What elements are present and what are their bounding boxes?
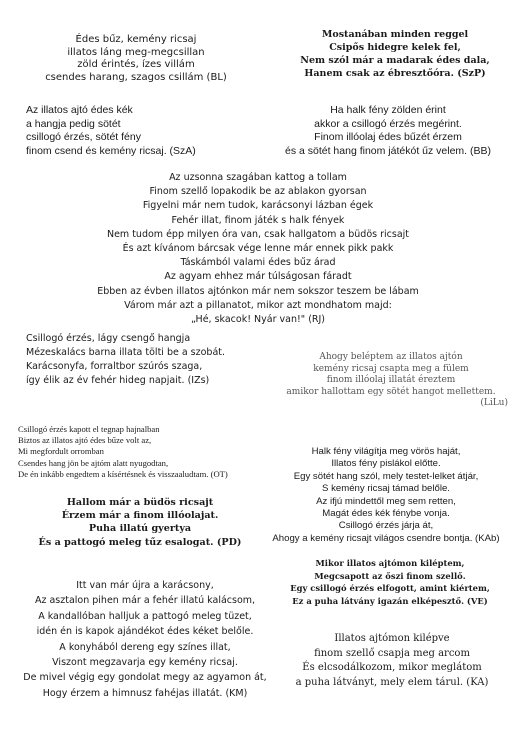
poem-kab [262, 446, 510, 545]
poem-line: csendes harang, szagos csillám (BL) [45, 71, 227, 83]
poem-line: Ebben az évben illatos ajtónkon már nem sokszor teszem be lábam [97, 285, 419, 297]
poem-line: Mikor illatos ajtómon kiléptem, [315, 558, 465, 568]
poem-line: idén én is kapok ajándékot édes kéket belőle. [36, 626, 254, 638]
poem-line: De én inkább engedtem a kísértésnek és visszaaludtam. (OT) [18, 468, 228, 479]
poem-line: „Hé, skacok! Nyár van!" (RJ) [190, 314, 326, 326]
poem-line: Ez a puha látvány igazán elképesztő. (VE) [292, 595, 488, 606]
poem-line: Az agyam ehhez már túlságosan fáradt [164, 271, 352, 283]
poem-line: Hogy érzem a himnusz fahéjas illatát. (KM) [42, 687, 248, 699]
poem-line: A kandallóban halljuk a pattogó meleg tüzet, [38, 610, 252, 622]
poem-line: Táskámból valami édes bűz árad [180, 257, 336, 269]
poem-rj [60, 171, 456, 327]
poem-line: Fehér illat, finom játék s halk fények [171, 214, 345, 226]
poem-line: Megcsapott az őszi finom szellő. [314, 570, 466, 581]
poem-line: Csillogó érzés, lágy csengő hangja [26, 333, 191, 344]
poem-line: De mivel végig egy gondolat megy az agyamon át, [23, 672, 267, 684]
poem-line: Ahogy a kemény ricsajt világos csendre bontja. (KAb) [272, 532, 500, 544]
poem-line: Nem tudom épp milyen óra van, csak hallgatom a büdös ricsajt [106, 228, 410, 240]
poem-line: Magát édes kék fénybe vonja. [322, 508, 450, 520]
poem-line: Biztos az illatos ajtó édes bűze volt az, [18, 435, 152, 446]
poem-szp [290, 28, 500, 80]
poem-ot [18, 424, 278, 480]
poem-line: Édes bűz, kemény ricsaj [75, 34, 197, 45]
poem-line: Az uzsonna szagában kattog a tollam [169, 172, 347, 183]
poem-line: Csendes hang jön be ajtóm alatt nyugodtan, [18, 457, 169, 468]
poem-line: finom illóolaj illatát éreztem [326, 375, 456, 386]
poem-line: Az illatos ajtó édes kék [26, 104, 133, 116]
poem-line: Egy csillogó érzés elfogott, amint kiértem, [290, 583, 490, 594]
poem-bb [268, 104, 508, 158]
poem-line: Karácsonyfa, forraltbor szúrós szaga, [26, 361, 203, 372]
poem-line: És a pattogó meleg tűz esalogat. (PD) [38, 536, 242, 548]
poem-line: finom csend és kemény ricsaj. (SzA) [26, 144, 196, 157]
poem-pd [20, 496, 260, 549]
poem-ka [282, 632, 502, 690]
poem-line: Figyelni már nem tudok, karácsonyi lázban égek [142, 200, 374, 212]
poem-line: Ahogy beléptem az illatos ajtón [319, 352, 463, 362]
poem-line: és a sötét hang finom játékót űz velem. (BB) [284, 144, 492, 157]
poem-line: Mézeskalács barna illata tölti be a szobát. [26, 347, 226, 358]
poem-line: finom szellő csapja meg arcom [314, 647, 470, 659]
poem-line: a hangja pedig sötét [26, 117, 121, 130]
poem-line: Hallom már a büdös ricsajt [66, 497, 214, 508]
poem-line: És azt kívánom bárcsak vége lenne már ennek pikk pakk [122, 243, 394, 255]
poem-line: S kemény ricsaj támad belőle. [322, 483, 450, 495]
poem-line: Egy sötét hang szól, mely testet-lelket átjár, [293, 470, 479, 482]
poem-line: Az asztalon pihen már a fehér illatú kalácsom, [34, 595, 256, 607]
poem-km [20, 578, 270, 701]
poem-line: Az ifjú mindettől meg sem retten, [316, 495, 456, 507]
poem-lilu [274, 352, 508, 410]
poem-line: Ha halk fény zölden érint [330, 104, 446, 116]
poem-line: Illatos ajtómon kilépve [334, 633, 450, 644]
poem-line: És elcsodálkozom, mikor meglátom [302, 662, 482, 674]
poem-line: csillogó érzés, sötét fény [26, 131, 141, 143]
poem-line: a puha látványt, mely elem tárul. (KA) [295, 676, 489, 688]
poem-line: Csillogó érzés kapott el tegnap hajnalban [18, 424, 160, 434]
poem-line: illatos láng meg-megcsillan [67, 46, 205, 58]
poem-line: Mostanában minden reggel [321, 29, 469, 40]
poem-izs [26, 332, 266, 388]
poem-line: akkor a csillogó érzés megérint. [314, 117, 462, 130]
poem-line: (LiLu) [480, 398, 508, 409]
poem-line: Várom már azt a pillanatot, mikor azt mondhatom majd: [124, 299, 392, 311]
poem-line: kemény ricsaj csapta meg a fülem [313, 363, 469, 374]
poem-line: Finom szellő lopakodik be az ablakon gyorsan [149, 186, 367, 198]
poem-ve [270, 557, 510, 607]
poem-line: Halk fény világítja meg vörös haját, [311, 446, 461, 457]
poem-line: Nem szól már a madarak édes dala, [300, 55, 490, 66]
poem-line: A konyhából dereng egy színes illat, [59, 641, 231, 653]
poem-line: Csillogó érzés járja át, [338, 520, 434, 532]
poem-line: Csipős hidegre kelek fel, [329, 42, 461, 53]
poem-line: így élik az év fehér hideg napjait. (IZs) [26, 375, 210, 386]
poem-line: Finom illóolaj édes bűzét érzem [314, 131, 462, 143]
poem-line: Érzem már a finom illóolajat. [61, 510, 219, 522]
poem-bl [36, 34, 236, 84]
poem-line: Mi megfordult orromban [18, 446, 104, 457]
poem-line: Viszont megzavarja egy kemény ricsaj. [52, 657, 238, 669]
poem-line: amikor hallottam egy sötét hangot mellettem. [286, 386, 496, 397]
poem-sza [26, 104, 236, 158]
poem-line: zöld érintés, ízes villám [77, 59, 195, 70]
poem-line: Itt van már újra a karácsony, [76, 580, 214, 591]
poem-line: Puha illatú gyertya [88, 523, 192, 535]
poem-line: Illatos fény pislákol előtte. [331, 458, 441, 470]
poem-line: Hanem csak az ébresztőóra. (SzP) [304, 68, 486, 79]
